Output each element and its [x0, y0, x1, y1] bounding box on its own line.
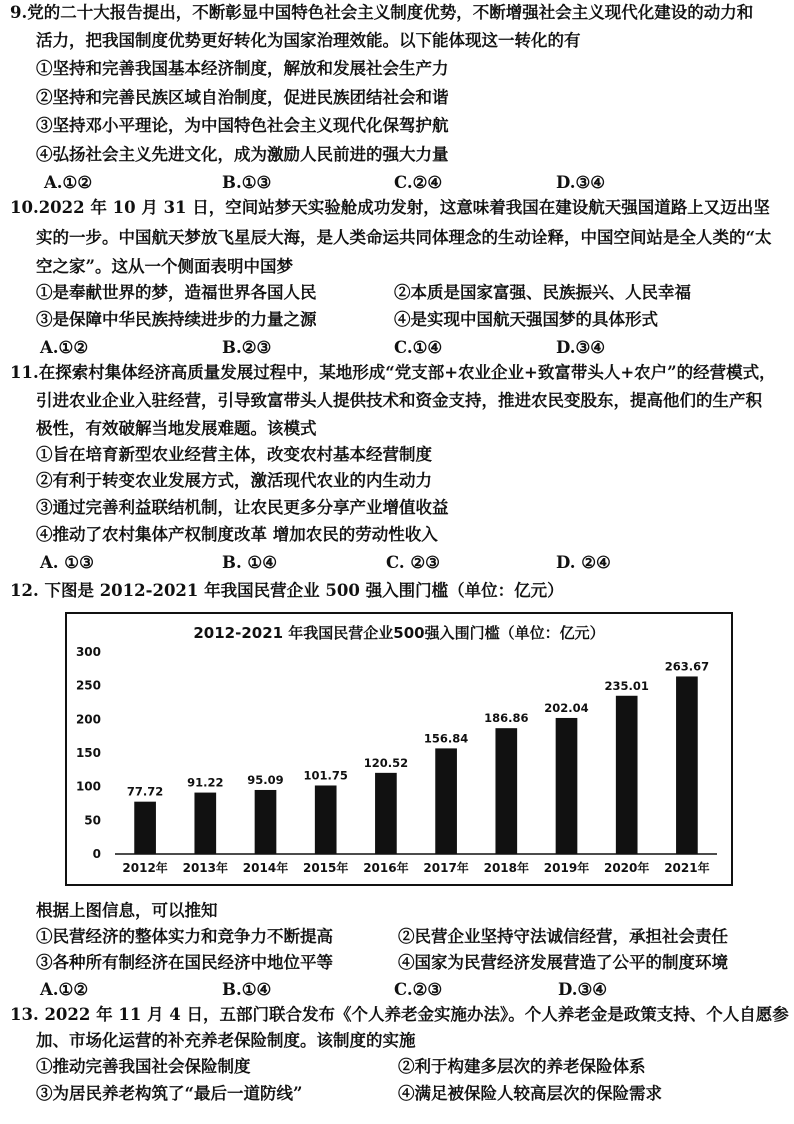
- y-tick-label-6: 300: [75, 645, 101, 659]
- q12-statement-4: ④国家为民营经济发展营造了公平的制度环境: [398, 953, 728, 972]
- q9-statement-2: ②坚持和完善民族区域自治制度，促进民族团结社会和谐: [36, 88, 449, 107]
- q13-stem-line1: 13. 2022 年 11 月 4 日，五部门联合发布《个人养老金实施办法》。个人养老金是政策支持、个人自愿参: [10, 1005, 789, 1024]
- q10-option-c[interactable]: C.①④: [394, 338, 443, 357]
- q9-option-c[interactable]: C.②④: [394, 173, 443, 192]
- q11-statement-3: ③通过完善利益联结机制，让农民更多分享产业增值收益: [36, 498, 449, 517]
- x-tick-label-4: 2016年: [363, 861, 409, 875]
- bar-6: [495, 728, 517, 854]
- x-tick-label-6: 2018年: [483, 861, 530, 875]
- data-label-5: 156.84: [423, 731, 469, 746]
- bar-7: [556, 718, 578, 854]
- q10-statement-4: ④是实现中国航天强国梦的具体形式: [394, 310, 658, 329]
- q10-option-d[interactable]: D.③④: [556, 338, 606, 357]
- x-tick-label-8: 2020年: [603, 861, 650, 875]
- q12-stem: 12. 下图是 2012-2021 年我国民营企业 500 强入围门槛（单位：亿元）: [10, 581, 564, 600]
- x-tick-label-3: 2015年: [302, 861, 349, 875]
- y-tick-label-5: 250: [75, 678, 101, 693]
- q11-option-a[interactable]: A. ①③: [40, 553, 94, 572]
- q11-option-c[interactable]: C. ②③: [386, 553, 440, 572]
- q9-option-d[interactable]: D.③④: [556, 173, 606, 192]
- y-tick-label-1: 50: [84, 813, 101, 828]
- q9-statement-1: ①坚持和完善我国基本经济制度，解放和发展社会生产力: [36, 59, 449, 78]
- q9-stem-line1: 9.党的二十大报告提出，不断彰显中国特色社会主义制度优势，不断增强社会主义现代化建设的动力和: [10, 3, 754, 22]
- x-tick-label-0: 2012年: [122, 861, 168, 875]
- data-label-4: 120.52: [363, 755, 409, 770]
- q12-statement-2: ②民营企业坚持守法诚信经营，承担社会责任: [398, 927, 728, 946]
- chart-title: 2012-2021 年我国民营企业500强入围门槛（单位：亿元）: [193, 624, 605, 642]
- q11-statement-4: ④推动了农村集体产权制度改革 增加农民的劳动性收入: [36, 525, 438, 544]
- x-tick-label-7: 2019年: [543, 861, 590, 875]
- q13-statement-2: ②利于构建多层次的养老保险体系: [398, 1057, 646, 1076]
- q12-option-c[interactable]: C.②③: [394, 980, 443, 999]
- q11-statement-1: ①旨在培育新型农业经营主体，改变农村基本经营制度: [36, 445, 432, 464]
- q10-stem-line1: 10.2022 年 10 月 31 日，空间站梦天实验舱成功发射，这意味着我国在建设航天强国道路上又迈出坚: [10, 198, 770, 217]
- q9-stem-line2: 活力，把我国制度优势更好转化为国家治理效能。以下能体现这一转化的有: [36, 31, 581, 50]
- bar-chart: [67, 614, 731, 884]
- q11-stem-line3: 极性，有效破解当地发展难题。该模式: [36, 419, 317, 438]
- q13-statement-4: ④满足被保险人较高层次的保险需求: [398, 1084, 662, 1103]
- bar-2: [255, 790, 277, 854]
- q9-option-b[interactable]: B.①③: [222, 173, 272, 192]
- x-tick-label-1: 2013年: [182, 861, 229, 875]
- q11-option-b[interactable]: B. ①④: [222, 553, 278, 572]
- q12-statement-3: ③各种所有制经济在国民经济中地位平等: [36, 953, 333, 972]
- bar-9: [676, 676, 698, 854]
- data-label-6: 186.86: [484, 711, 529, 726]
- bar-0: [134, 802, 156, 854]
- q10-option-b[interactable]: B.②③: [222, 338, 272, 357]
- x-tick-label-5: 2017年: [423, 861, 469, 875]
- q13-statement-1: ①推动完善我国社会保险制度: [36, 1057, 251, 1076]
- q10-stem-line2: 实的一步。中国航天梦放飞星辰大海，是人类命运共同体理念的生动诠释，中国空间站是全人类的“太: [36, 228, 772, 247]
- data-label-1: 91.22: [187, 775, 224, 790]
- data-label-7: 202.04: [544, 700, 589, 715]
- q10-statement-1: ①是奉献世界的梦，造福世界各国人民: [36, 283, 317, 302]
- data-label-0: 77.72: [126, 784, 164, 799]
- bar-1: [194, 793, 216, 854]
- x-tick-label-2: 2014年: [242, 861, 289, 875]
- bar-chart-frame: [65, 612, 733, 886]
- bar-8: [616, 696, 638, 854]
- q12-inference-lead: 根据上图信息，可以推知: [36, 901, 218, 920]
- q13-statement-3: ③为居民养老构筑了“最后一道防线”: [36, 1084, 303, 1103]
- q9-statement-4: ④弘扬社会主义先进文化，成为激励人民前进的强大力量: [36, 145, 449, 164]
- q11-stem-line2: 引进农业企业入驻经营，引导致富带头人提供技术和资金支持，推进农民变股东，提高他们的生产积: [36, 391, 762, 410]
- q11-option-d[interactable]: D. ②④: [556, 553, 611, 572]
- q10-statement-3: ③是保障中华民族持续进步的力量之源: [36, 310, 317, 329]
- bar-4: [375, 773, 397, 854]
- q12-option-d[interactable]: D.③④: [558, 980, 608, 999]
- x-tick-label-9: 2021年: [664, 861, 710, 875]
- data-label-8: 235.01: [604, 678, 649, 693]
- q12-option-b[interactable]: B.①④: [222, 980, 272, 999]
- y-tick-label-2: 100: [75, 779, 101, 794]
- y-tick-label-4: 200: [75, 712, 101, 727]
- q11-statement-2: ②有利于转变农业发展方式，激活现代农业的内生动力: [36, 471, 432, 490]
- bar-5: [435, 748, 457, 854]
- q11-stem-line1: 11.在探索村集体经济高质量发展过程中，某地形成“党支部+农业企业+致富带头人+农户”的经营模式，: [10, 363, 776, 382]
- bar-3: [315, 785, 337, 854]
- q9-statement-3: ③坚持邓小平理论，为中国特色社会主义现代化保驾护航: [36, 116, 449, 135]
- data-label-3: 101.75: [303, 768, 348, 783]
- q10-option-a[interactable]: A.①②: [40, 338, 89, 357]
- q9-option-a[interactable]: A.①②: [44, 173, 93, 192]
- q10-statement-2: ②本质是国家富强、民族振兴、人民幸福: [394, 283, 691, 302]
- q12-statement-1: ①民营经济的整体实力和竞争力不断提高: [36, 927, 333, 946]
- q10-stem-line3: 空之家”。这从一个侧面表明中国梦: [36, 257, 293, 276]
- q13-stem-line2: 加、市场化运营的补充养老保险制度。该制度的实施: [36, 1031, 416, 1050]
- y-tick-label-3: 150: [75, 746, 101, 760]
- data-label-2: 95.09: [247, 772, 284, 787]
- data-label-9: 263.67: [664, 659, 710, 674]
- y-tick-label-0: 0: [92, 847, 101, 861]
- q12-option-a[interactable]: A.①②: [40, 980, 89, 999]
